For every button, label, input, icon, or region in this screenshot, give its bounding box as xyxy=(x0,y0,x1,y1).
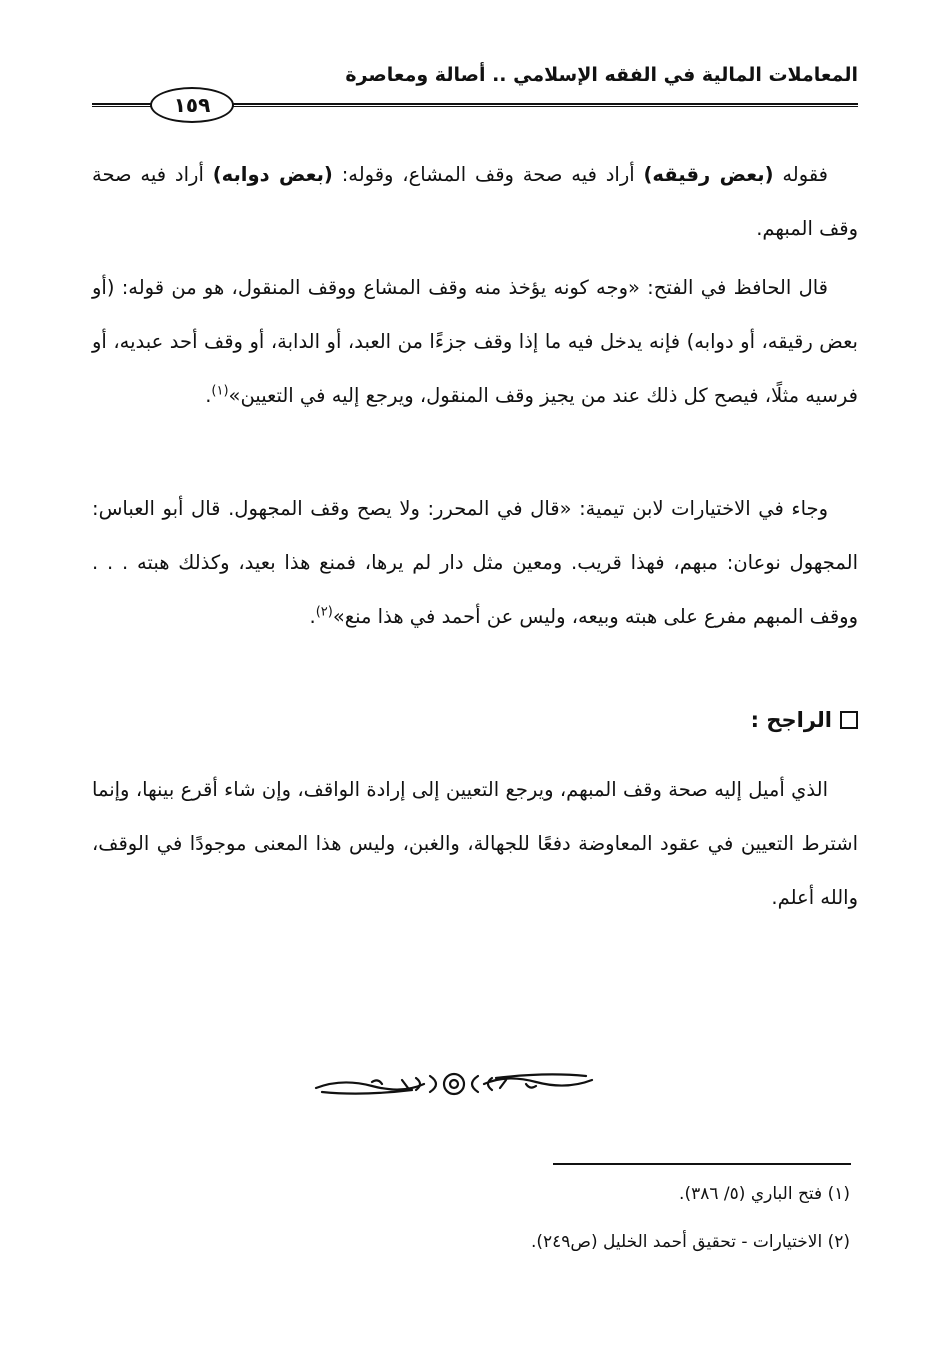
section-heading xyxy=(751,708,858,732)
p1-text-3: أراد فيه صحة وقف المبهم. xyxy=(92,163,858,240)
p3-end: . xyxy=(309,605,316,628)
p1-bold-2: (بعض دوابه) xyxy=(212,163,333,186)
paragraph-4 xyxy=(92,763,858,925)
ornamental-divider-icon xyxy=(312,1066,596,1102)
footnote-ref-2: (٢) xyxy=(315,604,333,620)
paragraph-2 xyxy=(92,261,858,423)
p3-text: وجاء في الاختيارات لابن تيمية: «قال في المحرر: ولا يصح وقف المجهول. قال أبو العباس: المجهول نوعان: مبهم، فهذا قريب. ومعين مثل دار لم يرها، فمنع هذا بعيد، وكذلك هبته . . . ووقف المبهم مفرع على هبته وبيعه، وليس عن أحمد في هذا منع» xyxy=(92,497,858,628)
footnote-separator xyxy=(553,1163,851,1165)
page-number: ١٥٩ xyxy=(150,87,234,123)
p1-text-1: فقوله xyxy=(773,163,829,186)
footnote-ref-1: (١) xyxy=(211,383,229,399)
footnote-1: (١) فتح الباري (٥/ ٣٨٦). xyxy=(679,1184,850,1204)
square-box-icon xyxy=(840,711,858,729)
running-title: المعاملات المالية في الفقه الإسلامي .. أصالة ومعاصرة xyxy=(345,64,858,86)
paragraph-3 xyxy=(92,482,858,644)
p1-bold-1: (بعض رقيقه) xyxy=(643,163,774,186)
paragraph-1 xyxy=(92,148,858,256)
section-heading-label: الراجح : xyxy=(750,708,832,732)
p4-text: الذي أميل إليه صحة وقف المبهم، ويرجع التعيين إلى إرادة الواقف، وإن شاء أقرع بينها، وإنما اشترط التعيين في عقود المعاوضة دفعًا للجهالة، والغبن، وليس هذا المعنى موجودًا في الوقف، والله أعلم. xyxy=(92,778,858,909)
footnote-2: (٢) الاختيارات - تحقيق أحمد الخليل (ص٢٤٩). xyxy=(530,1232,850,1252)
p2-text: قال الحافظ في الفتح: «وجه كونه يؤخذ منه وقف المشاع ووقف المنقول، هو من قوله: (أو بعض رقيقه، أو دوابه) فإنه يدخل فيه ما إذا وقف جزءًا من العبد، أو الدابة، أو وقف أحد عبديه، أو فرسيه مثلًا، فيصح كل ذلك عند من يجيز وقف المنقول، ويرجع إليه في التعيين» xyxy=(92,276,858,407)
p1-text-2: أراد فيه صحة وقف المشاع، وقوله: xyxy=(332,163,644,186)
p2-end: . xyxy=(205,384,212,407)
